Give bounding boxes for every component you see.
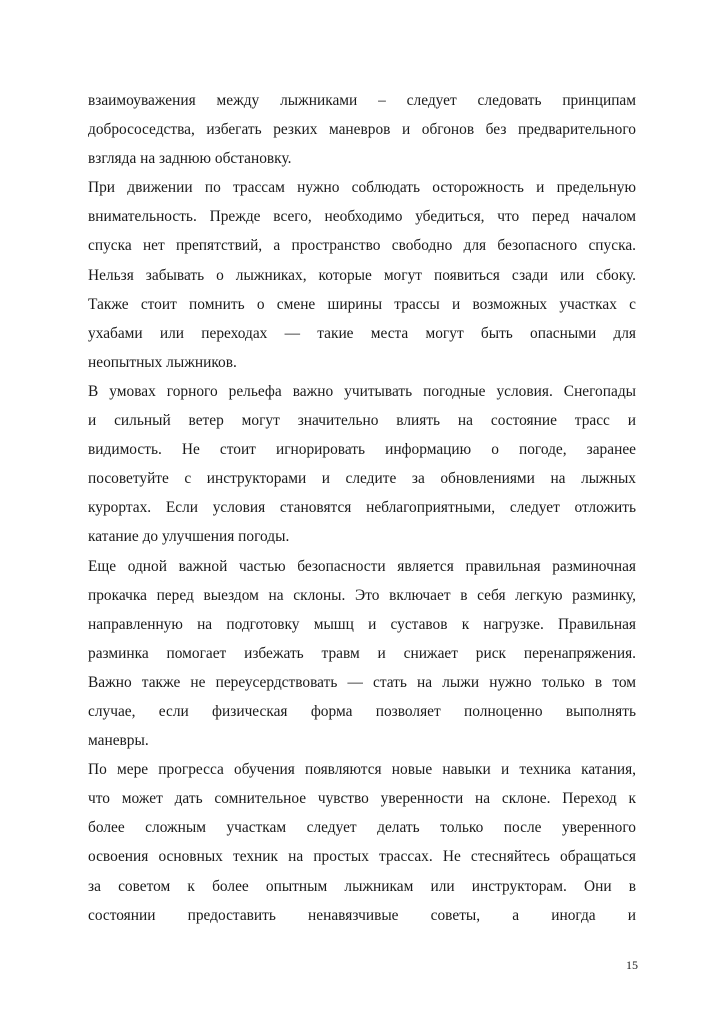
text-line: ухабами или переходах — такие места могут быть опасными для (88, 324, 636, 342)
text-line: что может дать сомнительное чувство уверенности на склоне. Переход к (88, 790, 636, 808)
text-line: По мере прогресса обучения появляются новые навыки и техника катания, (88, 761, 636, 779)
text-line: неопытных лыжников. (88, 353, 237, 371)
text-line: более сложным участкам следует делать только после уверенного (88, 819, 636, 837)
text-line: взаимоуважения между лыжниками – следует следовать принципам (88, 92, 636, 109)
text-line: При движении по трассам нужно соблюдать осторожность и предельную (88, 179, 636, 197)
text-line: состоянии предоставить ненавязчивые советы, а иногда и (88, 906, 636, 924)
text-line: маневры. (88, 732, 149, 750)
text-line: за советом к более опытным лыжникам или инструкторам. Они в (88, 877, 636, 895)
page-number: 15 (626, 958, 638, 972)
text-line: В умовах горного рельефа важно учитывать погодные условия. Снегопады (88, 382, 636, 400)
body-text (88, 86, 636, 930)
text-line: курортах. Если условия становятся неблагоприятными, следует отложить (88, 499, 636, 517)
text-line: катание до улучшения погоды. (88, 528, 290, 546)
text-line: посоветуйте с инструкторами и следите за обновлениями на лыжных (88, 470, 636, 488)
text-line: Еще одной важной частью безопасности является правильная разминочная (88, 557, 636, 575)
text-line: Также стоит помнить о смене ширины трассы и возможных участках с (88, 295, 636, 313)
text-line: и сильный ветер могут значительно влиять на состояние трасс и (88, 412, 636, 430)
text-line: добрососедства, избегать резких маневров и обгонов без предварительного (88, 121, 636, 139)
text-line: Нельзя забывать о лыжниках, которые могут появиться сзади или сбоку. (88, 266, 636, 284)
text-line: направленную на подготовку мышц и суставов к нагрузке. Правильная (88, 615, 636, 633)
text-line: случае, если физическая форма позволяет полноценно выполнять (88, 702, 636, 720)
text-line: разминка помогает избежать травм и снижает риск перенапряжения. (88, 644, 636, 662)
text-line: спуска нет препятствий, а пространство свободно для безопасного спуска. (88, 237, 636, 255)
text-line: видимость. Не стоит игнорировать информацию о погоде, заранее (88, 441, 636, 459)
text-line: прокачка перед выездом на склоны. Это включает в себя легкую разминку, (88, 586, 636, 604)
text-line: освоения основных техник на простых трассах. Не стесняйтесь обращаться (88, 848, 636, 866)
text-line: Важно также не переусердствовать — стать на лыжи нужно только в том (88, 673, 636, 691)
text-line: внимательность. Прежде всего, необходимо убедиться, что перед началом (88, 208, 636, 226)
text-line: взгляда на заднюю обстановку. (88, 150, 292, 168)
